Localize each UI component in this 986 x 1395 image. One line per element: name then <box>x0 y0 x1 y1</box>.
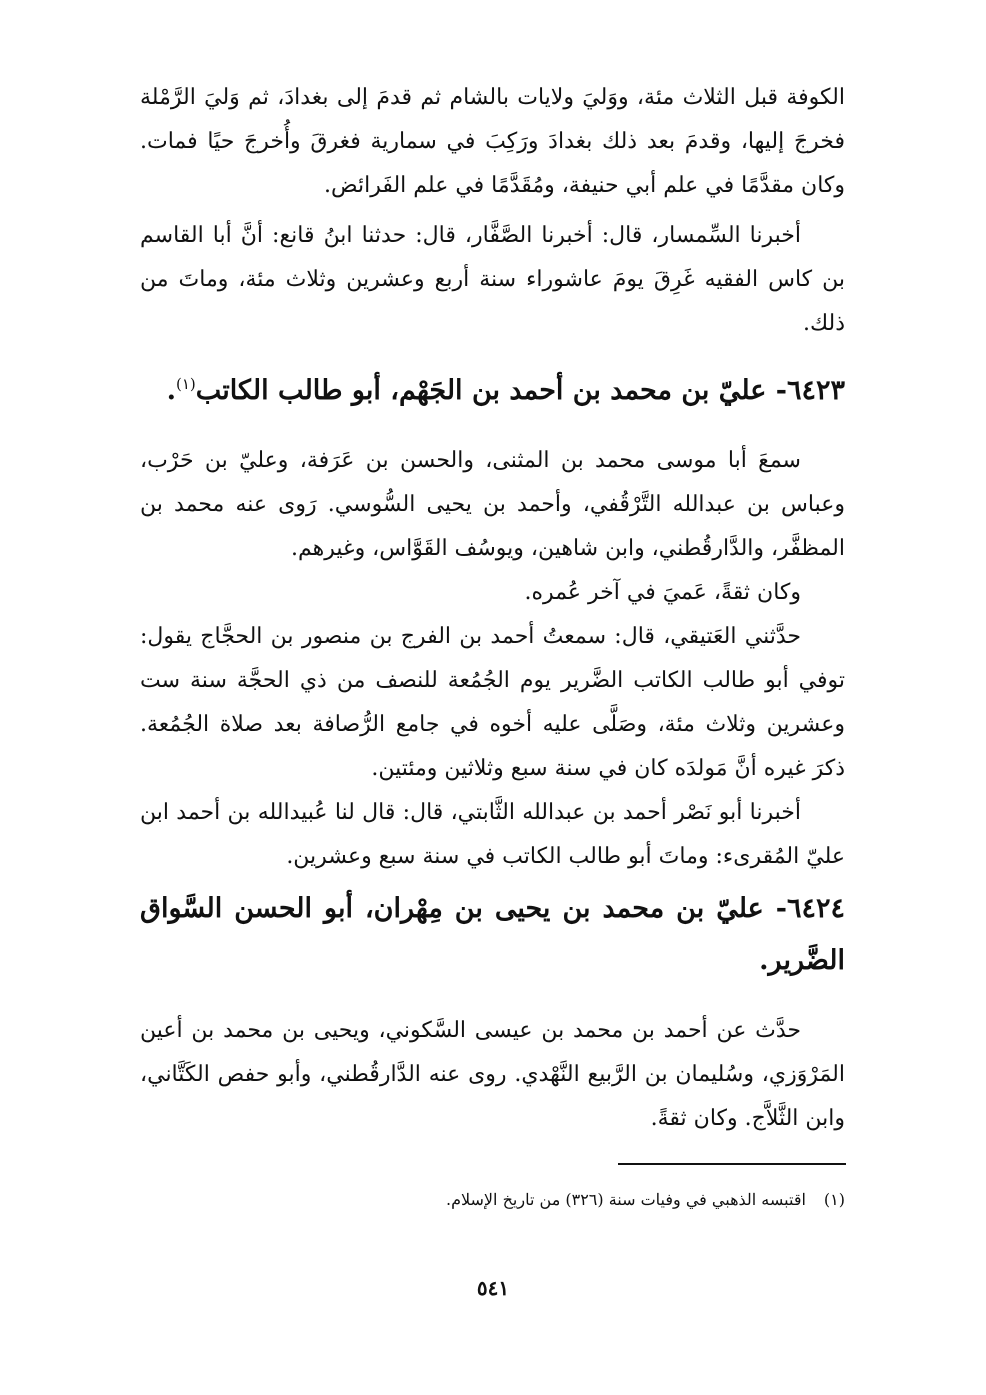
paragraph-6: أخبرنا أبو نَصْر أحمد بن عبدالله الثَّابتي، قال: قال لنا عُبيدالله بن أحمد ابن عليّ المُقرىء: وماتَ أبو طالب الكاتب في سنة سبع وعشرين. <box>140 800 845 869</box>
main-text <box>140 76 845 1141</box>
footnote <box>300 1186 845 1214</box>
footnote-separator <box>618 1163 846 1165</box>
paragraph-2: أخبرنا السِّمسار، قال: أخبرنا الصَّفَّار، قال: حدثنا ابنُ قانع: أنَّ أبا القاسم بن كاس الفقيه غَرِقَ يومَ عاشوراء سنة أربع وعشرين وثلاث مئة، وماتَ من ذلك. <box>140 223 845 336</box>
page-number: ٥٤١ <box>476 1276 510 1300</box>
paragraph-7: حدَّث عن أحمد بن محمد بن عيسى السَّكوني، ويحيى بن محمد بن أعين المَرْوَزي، وسُليمان بن الرَّبيع النَّهْدي. روى عنه الدَّارقُطني، وأبو حفص الكَتَّاني، وابن الثَّلاَّج. وكان ثقةً. <box>140 1018 845 1131</box>
paragraph-1: الكوفة قبل الثلاث مئة، ووَليَ ولايات بالشام ثم قدمَ إلى بغدادَ، ثم وَليَ الرَّمْلة فخرجَ إليها، وقدمَ بعد ذلك بغدادَ ورَكِبَ في سمارية فغرقَ وأُخرجَ حيًا فمات. وكان مقدَّمًا في علم أبي حنيفة، ومُقَدَّمًا في علم الفَرائض. <box>140 85 845 198</box>
footnote-number: (١) <box>823 1190 845 1209</box>
entry-heading-6423-text: ٦٤٢٣- عليّ بن محمد بن أحمد بن الجَهْم، أبو طالب الكاتب <box>195 375 845 406</box>
footnote-reference: (١) <box>175 375 196 393</box>
footnote-text: اقتبسه الذهبي في وفيات سنة (٣٢٦) من تاريخ الإسلام. <box>445 1190 806 1209</box>
entry-heading-6424: ٦٤٢٤- عليّ بن محمد بن يحيى بن مِهْران، أبو الحسن السَّواق الضَّرير. <box>140 893 845 976</box>
paragraph-4: وكان ثقةً، عَميَ في آخر عُمره. <box>524 580 801 605</box>
paragraph-5: حدَّثني العَتيقي، قال: سمعتُ أحمد بن الفرج بن منصور بن الحجَّاج يقول: توفي أبو طالب الكاتب الضَّرير يوم الجُمُعة للنصف من ذي الحجَّة سنة ست وعشرين وثلاث مئة، وصَلَّى عليه أخوه في جامع الرُّصافة بعد صلاة الجُمُعة. ذكرَ غيره أنَّ مَولدَه كان في سنة سبع وثلاثين ومئتين. <box>140 624 845 781</box>
entry-heading-6423-end: . <box>166 375 176 406</box>
entry-heading-6423 <box>140 358 845 417</box>
paragraph-3: سمعَ أبا موسى محمد بن المثنى، والحسن بن عَرَفة، وعليّ بن حَرْب، وعباس بن عبدالله التَّرْقُفي، وأحمد بن يحيى السُّوسي. رَوى عنه محمد بن المظفَّر، والدَّارقُطني، وابن شاهين، ويوسُف القَوَّاس، وغيرهم. <box>140 448 845 561</box>
